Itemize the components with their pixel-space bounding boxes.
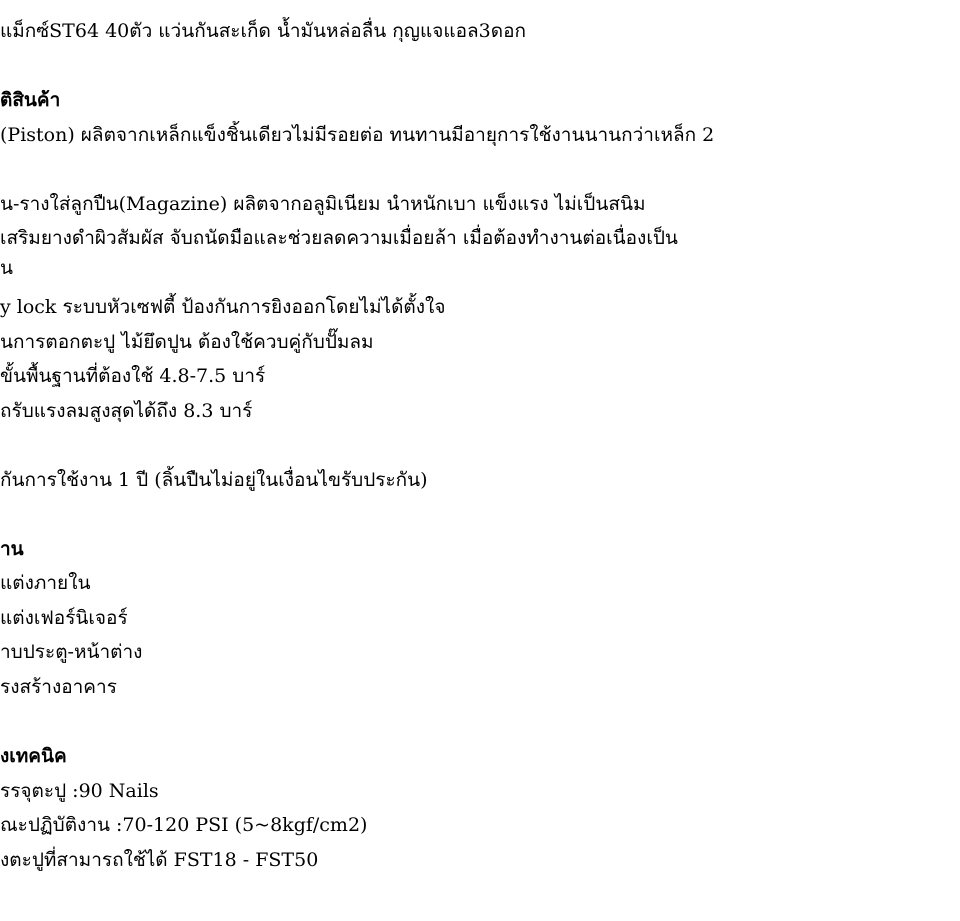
features-heading: ติสินค้า [0,89,61,111]
feature-line-min-pressure: ขั้นพื้นฐานที่ต้องใช้ 4.8-7.5 บาร์ [0,365,266,387]
usage-item: แต่งภายใน [0,572,91,594]
feature-line-max-pressure: ถรับแรงลมสูงสุดได้ถึง 8.3 บาร์ [0,400,253,422]
usage-heading: าน [0,538,24,560]
usage-item: าบประตู-หน้าต่าง [0,641,143,663]
feature-line-grip-continued: น [0,257,13,279]
usage-item: แต่งเฟอร์นิเจอร์ [0,607,128,629]
feature-line-safety-lock: y lock ระบบหัวเซฟตี้ ป้องกันการยิงออกโดยไม่ได้ตั้งใจ [0,296,446,318]
product-title: แม็กซ์ST64 40ตัว แว่นกันสะเก็ด น้ำมันหล่อลื่น กุญแจแอล3ดอก [0,20,527,42]
spec-item-capacity: รรจุตะปู :90 Nails [0,780,159,802]
warranty-line: กันการใช้งาน 1 ปี (ลิ้นปืนไม่อยู่ในเงื่อนไขรับประกัน) [0,469,428,491]
spec-item-pressure: ณะปฏิบัติงาน :70-120 PSI (5~8kgf/cm2) [0,814,368,836]
feature-line-magazine: น-รางใส่ลูกปืน(Magazine) ผลิตจากอลูมิเนียม นำหนักเบา แข็งแรง ไม่เป็นสนิม [0,193,646,215]
spec-item-nail-types: งตะปูที่สามารถใช้ได้ FST18 - FST50 [0,849,319,871]
usage-item: รงสร้างอาคาร [0,676,117,698]
feature-line-nailing: นการตอกตะปู ไม้ยึดปูน ต้องใช้ควบคู่กับปั๊มลม [0,331,374,353]
feature-line-grip: เสริมยางดำผิวสัมผัส จับถนัดมือและช่วยลดความเมื่อยล้า เมื่อต้องทำงานต่อเนื่องเป็น [0,227,678,249]
feature-line-piston: (Piston) ผลิตจากเหล็กแข็งชิ้นเดียวไม่มีรอยต่อ ทนทานมีอายุการใช้งานนานกว่าเหล็ก 2 [0,124,715,146]
specs-heading: งเทคนิค [0,745,67,767]
